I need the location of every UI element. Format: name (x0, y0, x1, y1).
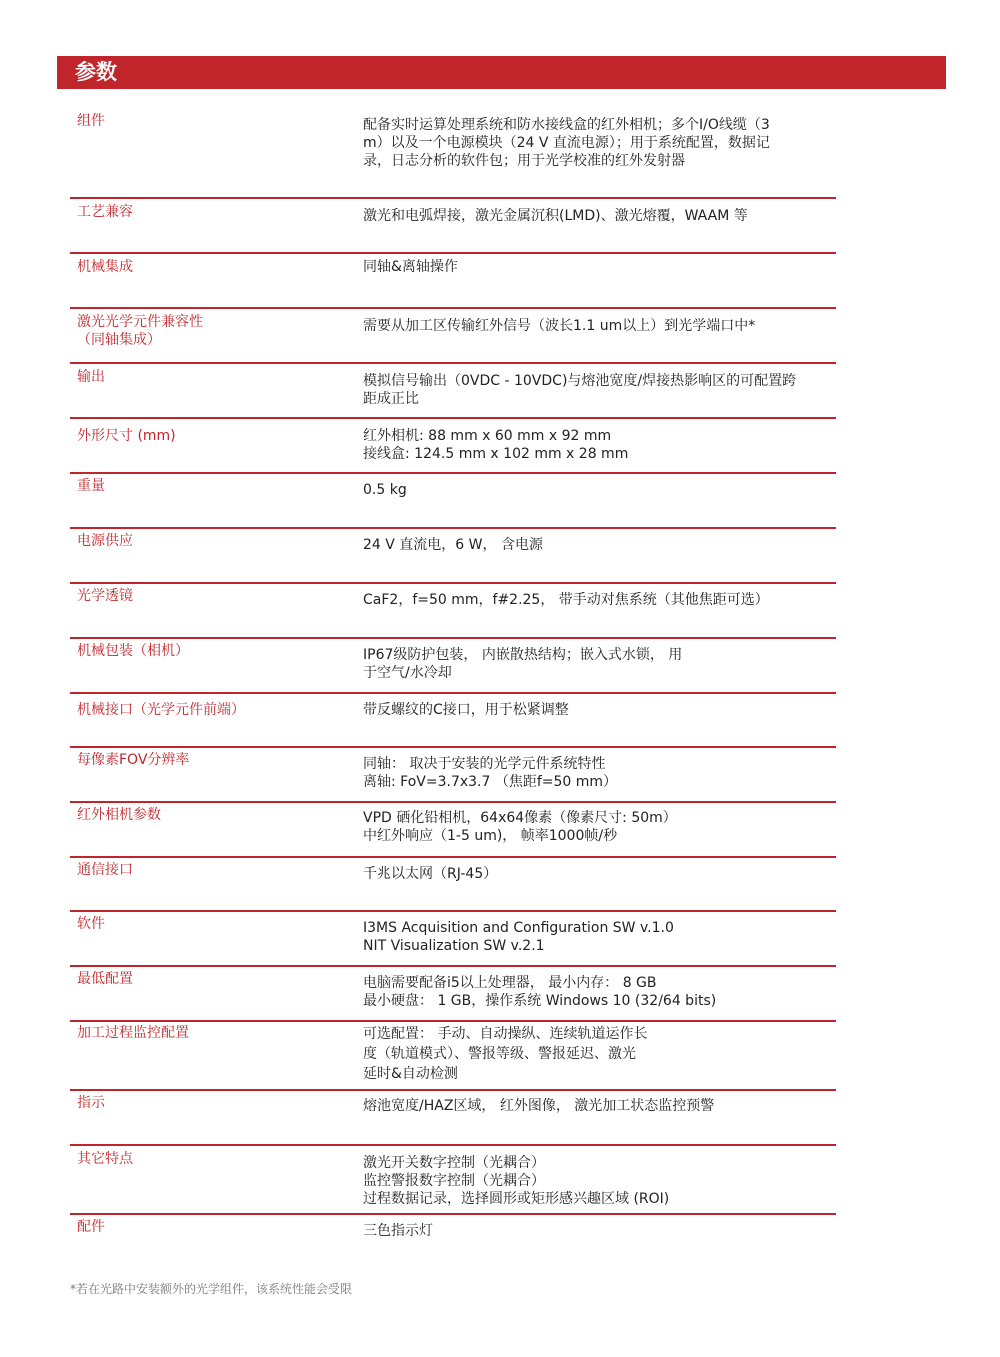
spec-row (70, 856, 836, 912)
spec-label: 组件 (77, 113, 105, 129)
spec-row (70, 252, 836, 308)
spec-label: 配件 (77, 1219, 105, 1235)
spec-row (70, 637, 836, 693)
spec-label: 电源供应 (77, 533, 133, 549)
spec-label: 机械接口（光学元件前端） (77, 702, 245, 718)
spec-label: 重量 (77, 478, 105, 494)
spec-value: 模拟信号输出（0VDC - 10VDC)与熔池宽度/焊接热影响区的可配置跨 距成正比 (363, 373, 797, 407)
section-header-bar (57, 56, 946, 89)
spec-value: 熔池宽度/HAZ区域， 红外图像， 激光加工状态监控预警 (363, 1098, 715, 1114)
spec-value: IP67级防护包装， 内嵌散热结构；嵌入式水锁， 用 于空气/水冷却 (363, 647, 683, 681)
spec-row (70, 197, 836, 253)
spec-value: 电脑需要配备i5以上处理器， 最小内存： 8 GB 最小硬盘： 1 GB，操作系统 Windows 10 (32/64 bits) (363, 975, 717, 1009)
spec-label: 机械集成 (77, 259, 133, 275)
spec-label: 指示 (77, 1095, 105, 1111)
spec-value: 带反螺纹的C接口，用于松紧调整 (363, 702, 569, 718)
spec-row (70, 801, 836, 857)
spec-value: 需要从加工区传输红外信号（波长1.1 um以上）到光学端口中* (363, 318, 756, 334)
spec-label: 每像素FOV分辨率 (77, 752, 190, 768)
spec-label: 加工过程监控配置 (77, 1025, 189, 1041)
spec-row (70, 582, 836, 638)
spec-row (70, 307, 836, 363)
spec-row (70, 1144, 836, 1214)
spec-value: 千兆以太网（RJ-45） (363, 866, 498, 882)
spec-row (70, 692, 836, 748)
spec-value: 三色指示灯 (363, 1223, 433, 1239)
spec-label: 机械包装（相机） (77, 643, 189, 659)
spec-value: 激光和电弧焊接，激光金属沉积(LMD)、激光熔覆，WAAM 等 (363, 208, 748, 224)
spec-value: 0.5 kg (363, 482, 407, 498)
spec-row (70, 1020, 836, 1090)
spec-value: 可选配置： 手动、自动操纵、连续轨道运作长 度（轨道模式）、警报等级、警报延迟、激光 延时&自动检测 (363, 1026, 648, 1082)
spec-row (70, 362, 836, 418)
spec-value: CaF2，f=50 mm，f#2.25， 带手动对焦系统（其他焦距可选） (363, 592, 769, 608)
spec-label: 最低配置 (77, 971, 133, 987)
spec-label: 激光光学元件兼容性 （同轴集成） (77, 314, 203, 348)
spec-label: 光学透镜 (77, 588, 133, 604)
footnote: *若在光路中安装额外的光学组件，该系统性能会受限 (70, 1282, 353, 1296)
spec-label: 其它特点 (77, 1151, 133, 1167)
spec-value: 配备实时运算处理系统和防水接线盒的红外相机；多个I/O线缆（3 m）以及一个电源模块（24 V 直流电源）；用于系统配置，数据记 录，日志分析的软件包；用于光学校准的红外发射器 (363, 117, 770, 169)
section-title: 参数 (75, 60, 117, 84)
spec-row (70, 910, 836, 966)
spec-value: 同轴&离轴操作 (363, 259, 458, 275)
spec-label: 红外相机参数 (77, 807, 161, 823)
spec-row (70, 965, 836, 1021)
spec-value: I3MS Acquisition and Configuration SW v.1.0 NIT Visualization SW v.2.1 (363, 920, 674, 954)
spec-value: 24 V 直流电，6 W， 含电源 (363, 537, 543, 553)
spec-label: 输出 (77, 369, 105, 385)
spec-row (70, 110, 836, 196)
spec-row (70, 527, 836, 583)
spec-row (70, 1089, 836, 1145)
spec-row (70, 746, 836, 802)
spec-row (70, 417, 836, 473)
spec-label: 外形尺寸 (mm) (77, 428, 176, 444)
spec-label: 软件 (77, 916, 105, 932)
spec-value: 同轴： 取决于安装的光学元件系统特性 离轴: FoV=3.7x3.7 （焦距f=50 mm） (363, 756, 618, 790)
spec-row (70, 472, 836, 528)
spec-row (70, 1213, 836, 1255)
spec-value: VPD 硒化铅相机，64x64像素（像素尺寸: 50m） 中红外响应（1-5 um)， 帧率1000帧/秒 (363, 810, 677, 844)
spec-value: 红外相机: 88 mm x 60 mm x 92 mm 接线盒: 124.5 mm x 102 mm x 28 mm (363, 428, 629, 462)
spec-label: 工艺兼容 (77, 204, 133, 220)
spec-label: 通信接口 (77, 862, 133, 878)
spec-value: 激光开关数字控制（光耦合） 监控警报数字控制（光耦合） 过程数据记录，选择圆形或矩形感兴趣区域 (ROI) (363, 1155, 670, 1207)
